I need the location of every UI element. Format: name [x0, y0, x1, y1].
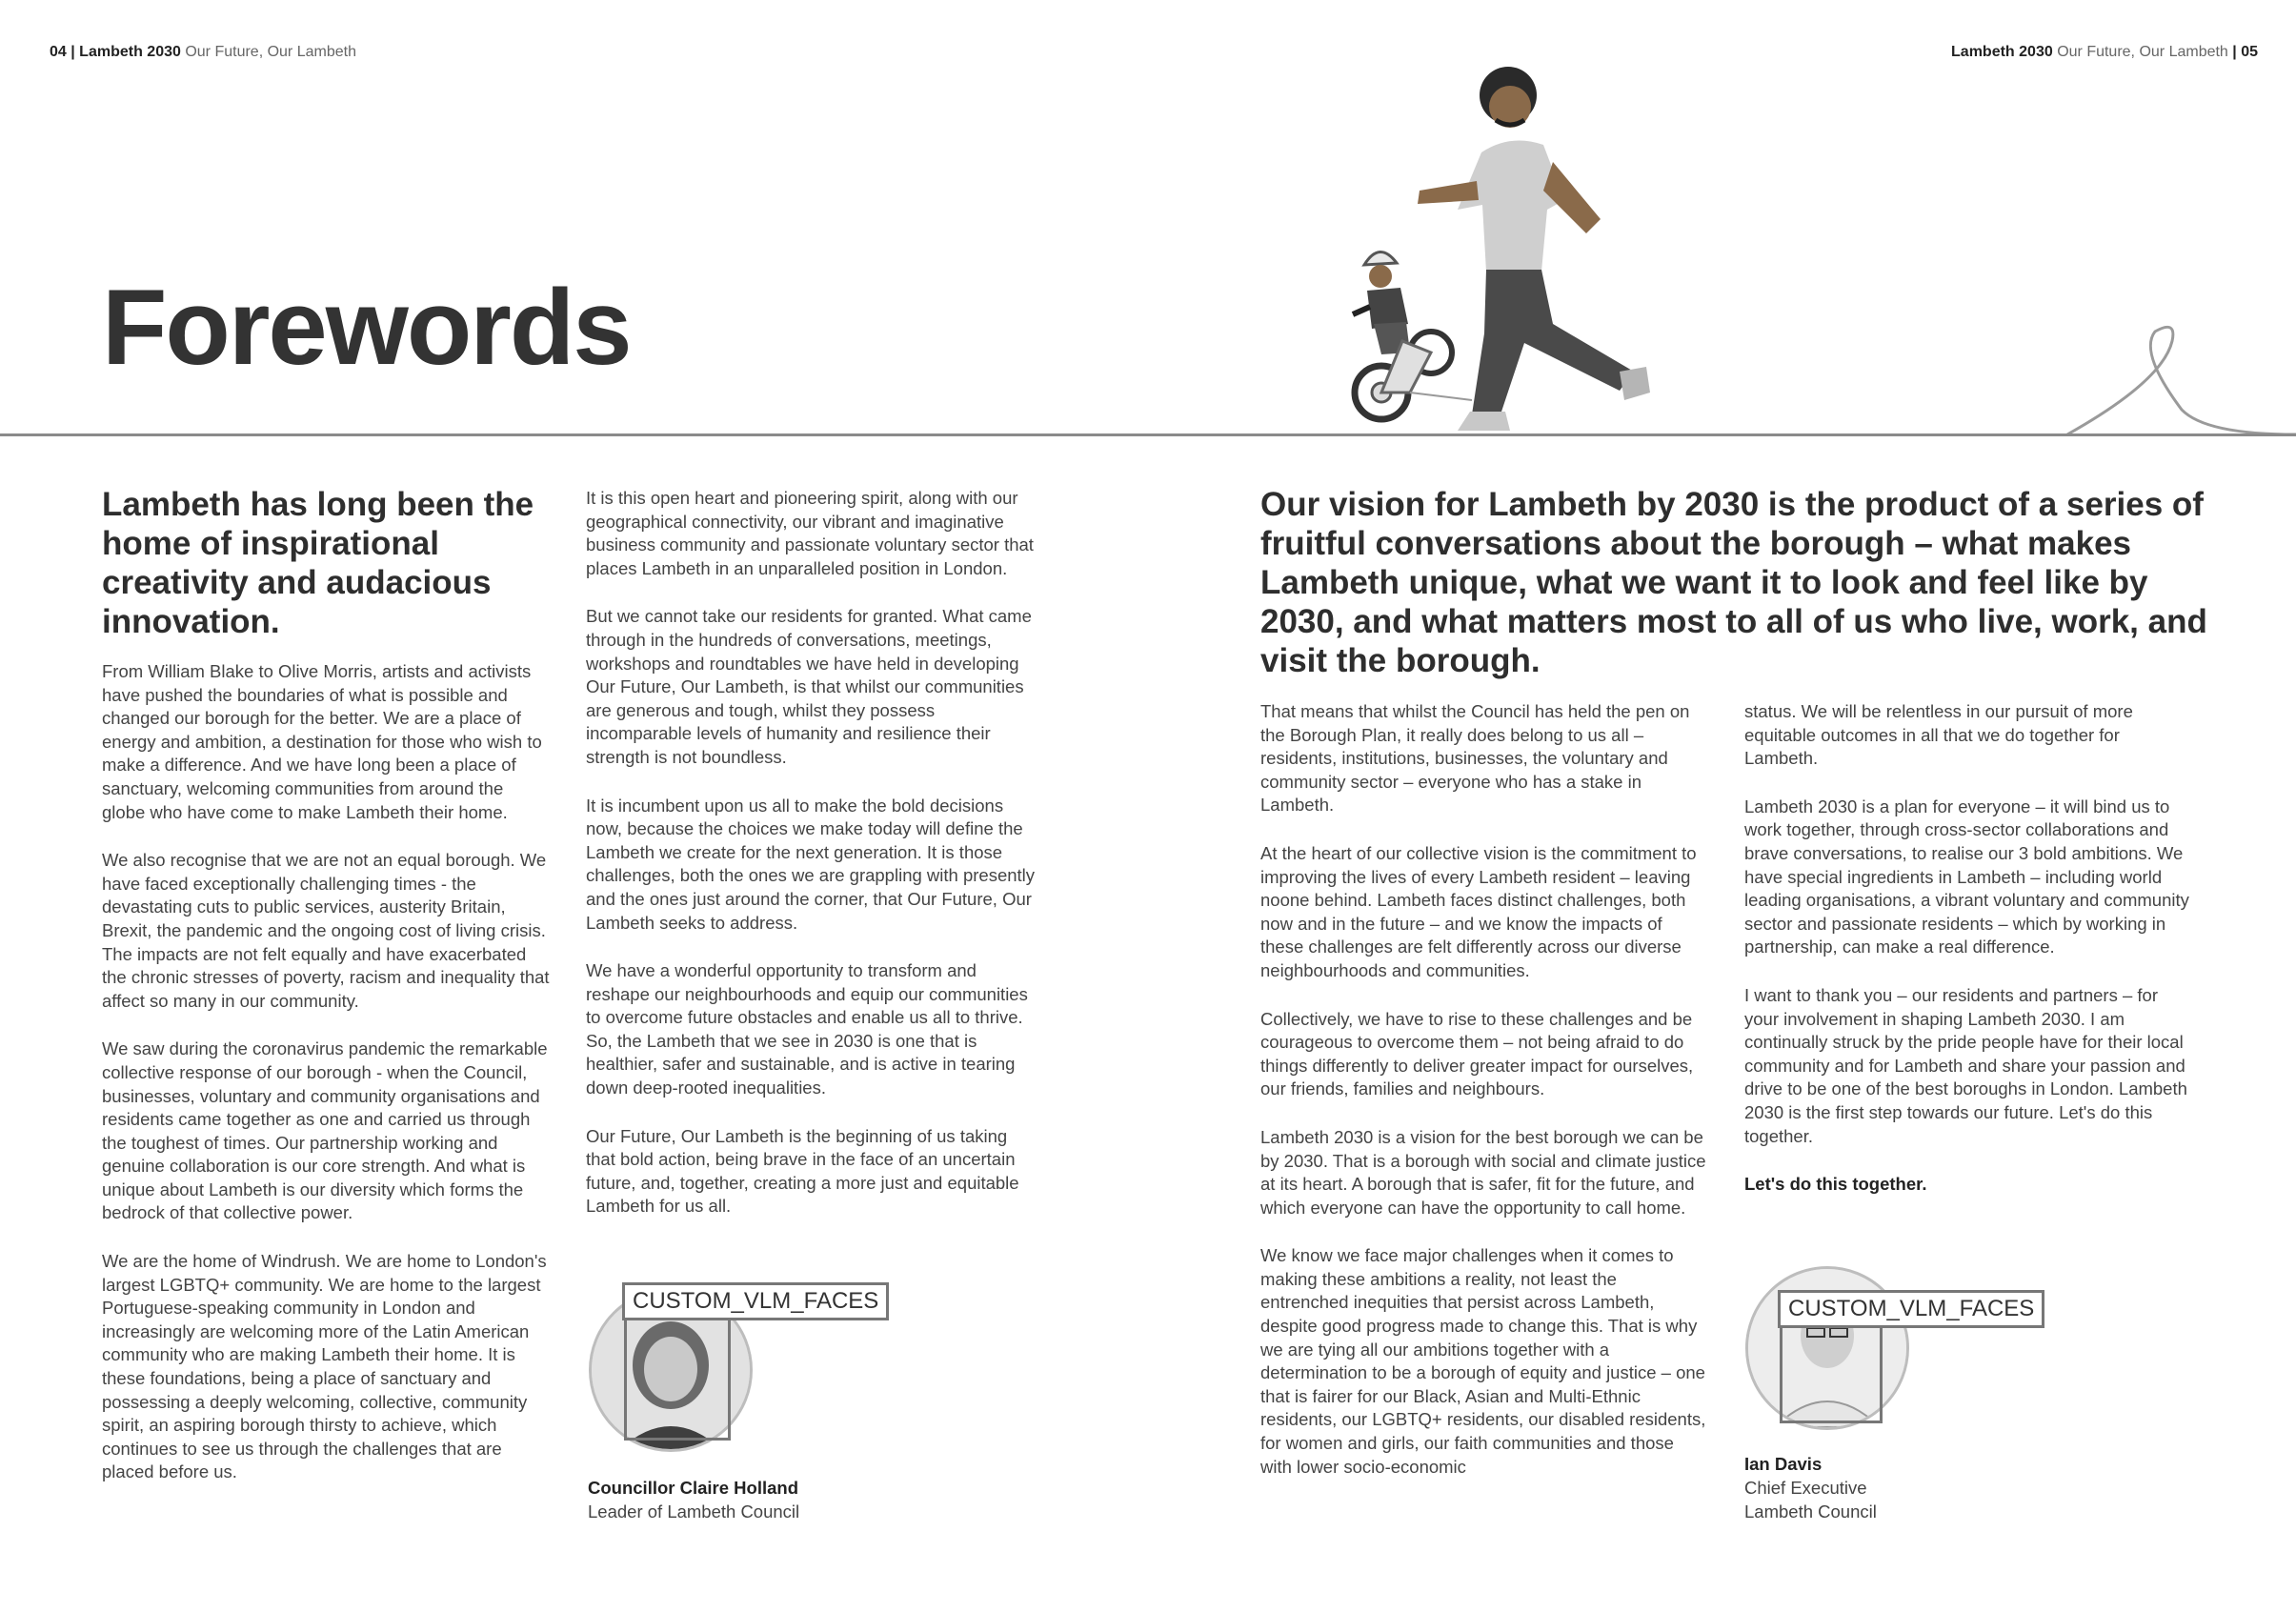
- paragraph: We know we face major challenges when it comes to making these ambitions a reality, not least the entrenched inequities that persist across Lambeth, despite good progress made to change this. That is why we are tying all our ambitions together with a determination to be a borough of equity and justice – one that is fairer for our Black, Asian and Multi-Ethnic residents, our LGBTQ+ residents, our disabled residents, for women and girls, our faith communities and those with lower socio-economic: [1260, 1245, 1706, 1477]
- paragraph: That means that whilst the Council has held the pen on the Borough Plan, it really does belong to us all – residents, institutions, businesses, the voluntary and community sector – everyone who has a stake in Lambeth.: [1260, 701, 1690, 816]
- header-rule: [0, 433, 2296, 436]
- paragraph: We are the home of Windrush. We are home to London's largest LGBTQ+ community. We are home to the largest Portuguese-speaking community in London and increasingly are welcoming more of the Latin American community who are making Lambeth their home. It is these foundations, being a place of sanctuary and possessing a deeply welcoming, collective, community spirit, an aspiring borough thirsty to achieve, which continues to see us through the challenges that are placed before us.: [102, 1251, 547, 1482]
- paragraph: Lambeth 2030 is a plan for everyone – it will bind us to work together, through cross-sector collaborations and brave conversations, to realise our 3 bold ambitions. We have special ingredients in Lambeth – including world leading organisations, a vibrant voluntary and community sector and passionate residents – which by working in partnership, can make a real difference.: [1744, 796, 2189, 957]
- right-lead-heading: Our vision for Lambeth by 2030 is the product of a series of fruitful conversations about the borough – what makes Lambeth unique, what we want it to look and feel like by 2030, and what matters most to all of us who live, work, and visit the borough.: [1260, 486, 2207, 679]
- paragraph: We also recognise that we are not an equal borough. We have faced exceptionally challenging times - the devastating cuts to public services, austerity Britain, Brexit, the pandemic and the ongoing cost of living crisis. The impacts are not felt equally and have exacerbated the chronic stresses of poverty, racism and inequality that affect so many in our community.: [102, 850, 550, 1011]
- signatory-name: Ian Davis: [1744, 1454, 1823, 1474]
- paragraph: It is incumbent upon us all to make the bold decisions now, because the choices we make today will define the Lambeth we create for the next generation. It is those challenges, both the ones we are grappling with presently and the ones just around the corner, that Our Future, Our Lambeth seeks to address.: [586, 795, 1036, 933]
- face-tag-label: CUSTOM_VLM_FACES: [1778, 1290, 2044, 1328]
- paragraph: Collectively, we have to rise to these challenges and be courageous to overcome them – not being afraid to do things differently to deliver greater impact for ourselves, our friends, families and neighbours.: [1260, 1008, 1694, 1099]
- signatory-role: Chief Executive: [1744, 1478, 1867, 1498]
- column-2-text: [586, 487, 1038, 1243]
- paragraph: From William Blake to Olive Morris, artists and activists have pushed the boundaries of what is possible and changed our borough for the better. We are a place of energy and ambition, a destination for those who wish to make a difference. And we have long been a place of sanctuary, welcoming communities from around the globe who have come to make Lambeth their home.: [102, 661, 542, 822]
- paragraph: status. We will be relentless in our pursuit of more equitable outcomes in all that we do together for Lambeth.: [1744, 701, 2133, 769]
- page-header-right: Lambeth 2030 Our Future, Our Lambeth | 05: [1951, 44, 2258, 60]
- signatory-name: Councillor Claire Holland: [588, 1478, 798, 1498]
- column-3-text: [1260, 700, 1708, 1503]
- column-1-text: [102, 660, 550, 1509]
- paragraph: We saw during the coronavirus pandemic the remarkable collective response of our borough - when the Council, businesses, voluntary and community organisations and residents came together as one and carried us through the toughest of times. Our partnership working and genuine collaboration is our core strength. And what is unique about Lambeth is our diversity which forms the bedrock of that collective power.: [102, 1038, 548, 1223]
- left-lead-heading: Lambeth has long been the home of inspirational creativity and audacious innovation.: [102, 486, 534, 640]
- paragraph: At the heart of our collective vision is the commitment to improving the lives of every Lambeth resident – leaving noone behind. Lambeth faces distinct challenges, both now and in the future – and we know the impacts of these challenges are felt differently across our diverse neighbourhoods and communities.: [1260, 842, 1697, 980]
- paragraph: But we cannot take our residents for granted. What came through in the hundreds of conversations, meetings, workshops and roundtables we have held in developing Our Future, Our Lambeth, is that whilst our communities are generous and tough, whilst they possess incomparable levels of humanity and resilience their strength is not boundless.: [586, 606, 1032, 767]
- face-detection-box: [624, 1311, 731, 1441]
- decorative-swoosh-line: [2048, 314, 2296, 448]
- signatory-org: Lambeth Council: [1744, 1501, 1877, 1521]
- page-title: Forewords: [102, 268, 631, 387]
- signatory-left: [588, 1476, 799, 1523]
- page-header-left: 04 | Lambeth 2030 Our Future, Our Lambeth: [50, 44, 356, 60]
- paragraph: Our Future, Our Lambeth is the beginning of us taking that bold action, being brave in the face of an uncertain future, and, together, creating a more just and equitable Lambeth for us all.: [586, 1125, 1019, 1217]
- paragraph: It is this open heart and pioneering spirit, along with our geographical connectivity, our vibrant and imaginative business community and passionate voluntary sector that places Lambeth in an unparalleled position in London.: [586, 488, 1034, 578]
- signatory-right: [1744, 1452, 1877, 1523]
- closing-line: Let's do this together.: [1744, 1174, 1927, 1195]
- paragraph: Lambeth 2030 is a vision for the best borough we can be by 2030. That is a borough with social and climate justice at its heart. A borough that is safer, fit for the future, and which everyone can have the opportunity to call home.: [1260, 1126, 1706, 1218]
- father-child-bicycle-illustration: [1315, 38, 1734, 438]
- column-4-text: [1744, 700, 2192, 1221]
- paragraph: We have a wonderful opportunity to transform and reshape our neighbourhoods and equip our communities to overcome future obstacles and enable us all to thrive. So, the Lambeth that we see in 2030 is one that is healthier, safer and sustainable, and is active in tearing down deep-rooted inequalities.: [586, 960, 1028, 1098]
- paragraph: I want to thank you – our residents and partners – for your involvement in shaping Lambeth 2030. I am continually struck by the pride people have for their local community and for Lambeth and share your passion and drive to be one of the best boroughs in London. Lambeth 2030 is the first step towards our future. Let's do this together.: [1744, 984, 2187, 1146]
- face-tag-label: CUSTOM_VLM_FACES: [622, 1282, 889, 1320]
- signatory-role: Leader of Lambeth Council: [588, 1501, 800, 1521]
